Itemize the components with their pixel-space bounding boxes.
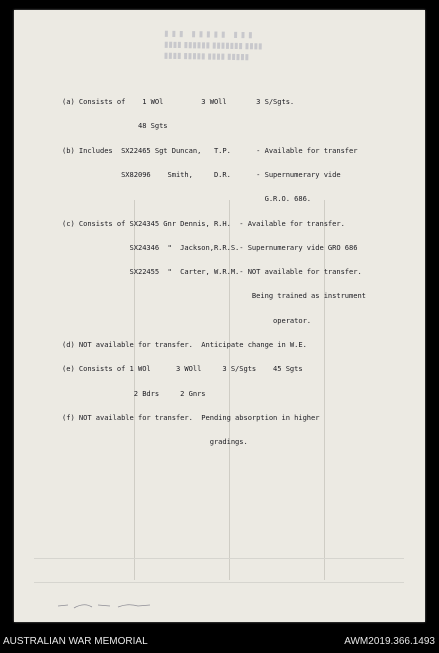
bleed-through-rule	[34, 558, 404, 559]
typed-line: SX24346 " Jackson,R.R.S.- Supernumerary vide GRO 686	[62, 242, 358, 252]
typed-line: 48 Sgts	[62, 121, 168, 131]
typed-line: SX82096 Smith, D.R. - Supernumerary vide	[62, 170, 341, 180]
reference-number: AWM2019.366.1493	[344, 636, 435, 647]
typed-line: (b) Includes SX22465 Sgt Duncan, T.P. - Available for transfer	[62, 145, 358, 155]
bleed-through-text: ▮▮▮ ▮▮▮▮▮ ▮▮▮ ▮▮▮▮ ▮▮▮▮▮▮ ▮▮▮▮▮▮▮ ▮▮▮▮ ▮▮▮▮ ▮▮▮▮▮ ▮▮▮▮ ▮▮▮▮▮	[163, 28, 263, 62]
bleed-through-rule	[34, 582, 404, 583]
typed-line: G.R.O. 686.	[62, 194, 312, 204]
archive-footer	[0, 631, 439, 653]
typed-line: (d) NOT available for transfer. Anticipate change in W.E.	[62, 340, 307, 349]
typed-line: operator.	[62, 315, 312, 325]
typed-line: (e) Consists of 1 WOl 3 WOll 3 S/Sgts 45 Sgts	[62, 364, 303, 374]
typed-line: (a) Consists of 1 WOl 3 WOll 3 S/Sgts.	[62, 97, 295, 107]
typed-line: (c) Consists of SX24345 Gnr Dennis, R.H. - Available for transfer.	[62, 218, 345, 228]
typed-line: 2 Bdrs 2 Gnrs	[62, 388, 206, 398]
typed-line: SX22455 " Carter, W.R.M.- NOT available for transfer.	[62, 267, 362, 277]
typed-line: (f) NOT available for transfer. Pending absorption in higher	[62, 412, 320, 422]
typed-line: Being trained as instrument	[62, 291, 366, 301]
typed-line: gradings.	[62, 437, 248, 447]
institution-label: AUSTRALIAN WAR MEMORIAL	[3, 636, 148, 647]
typed-annotations	[62, 82, 412, 454]
signature-mark	[54, 594, 164, 614]
